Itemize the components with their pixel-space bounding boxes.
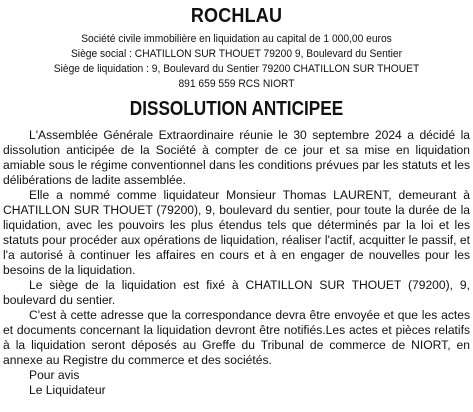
notice-title: DISSOLUTION ANTICIPEE bbox=[129, 98, 344, 120]
paragraph-liquidation-seat: Le siège de la liquidation est fixé à CHATILLON SUR THOUET (79200), 9, boulevard du sentier. bbox=[3, 278, 470, 307]
rcs-number-line: 891 659 559 RCS NIORT bbox=[178, 78, 295, 90]
liquidation-office-line: Siège de liquidation : 9, Boulevard du Sentier 79200 CHATILLON SUR THOUET bbox=[53, 63, 420, 75]
company-capital-line: Société civile immobilière en liquidation au capital de 1 000,00 euros bbox=[81, 33, 392, 45]
paragraph-dissolution: L'Assemblée Générale Extraordinaire réunie le 30 septembre 2024 a décidé la dissolution anticipée de la Société à compter de ce jour et sa mise en liquidation amiable sous le régime conventionnel dans les conditions prévues par les statuts et les délibérations de ladite assemblée. bbox=[3, 128, 470, 187]
registered-office-line: Siège social : CHATILLON SUR THOUET 79200 9, Boulevard du Sentier bbox=[70, 48, 403, 60]
signature-line: Le Liquidateur bbox=[29, 383, 106, 397]
legal-notice bbox=[0, 4, 473, 412]
paragraph-correspondence: C'est à cette adresse que la correspondance devra être envoyée et que les actes et documents concernant la liquidation devront être notifiés.Les actes et pièces relatifs à la liquidation seront déposés au Greffe du Tribunal de commerce de NIORT, en annexe au Registre du commerce et des sociétés. bbox=[3, 308, 470, 367]
notice-body bbox=[3, 128, 470, 398]
company-name: ROCHLAU bbox=[190, 5, 283, 27]
closing-line: Pour avis bbox=[29, 368, 80, 382]
company-details bbox=[3, 32, 470, 92]
paragraph-liquidator: Elle a nommé comme liquidateur Monsieur Thomas LAURENT, demeurant à CHATILLON SUR THOUET (79200), 9, boulevard du sentier, pour toute la durée de la liquidation, avec les pouvoirs les plus étendus tels que déterminés par la loi et les statuts pour procéder aux opérations de liquidation, réaliser l'actif, acquitter le passif, et l'a autorisé à continuer les affaires en cours et à en engager de nouvelles pour les besoins de la liquidation. bbox=[3, 188, 470, 277]
